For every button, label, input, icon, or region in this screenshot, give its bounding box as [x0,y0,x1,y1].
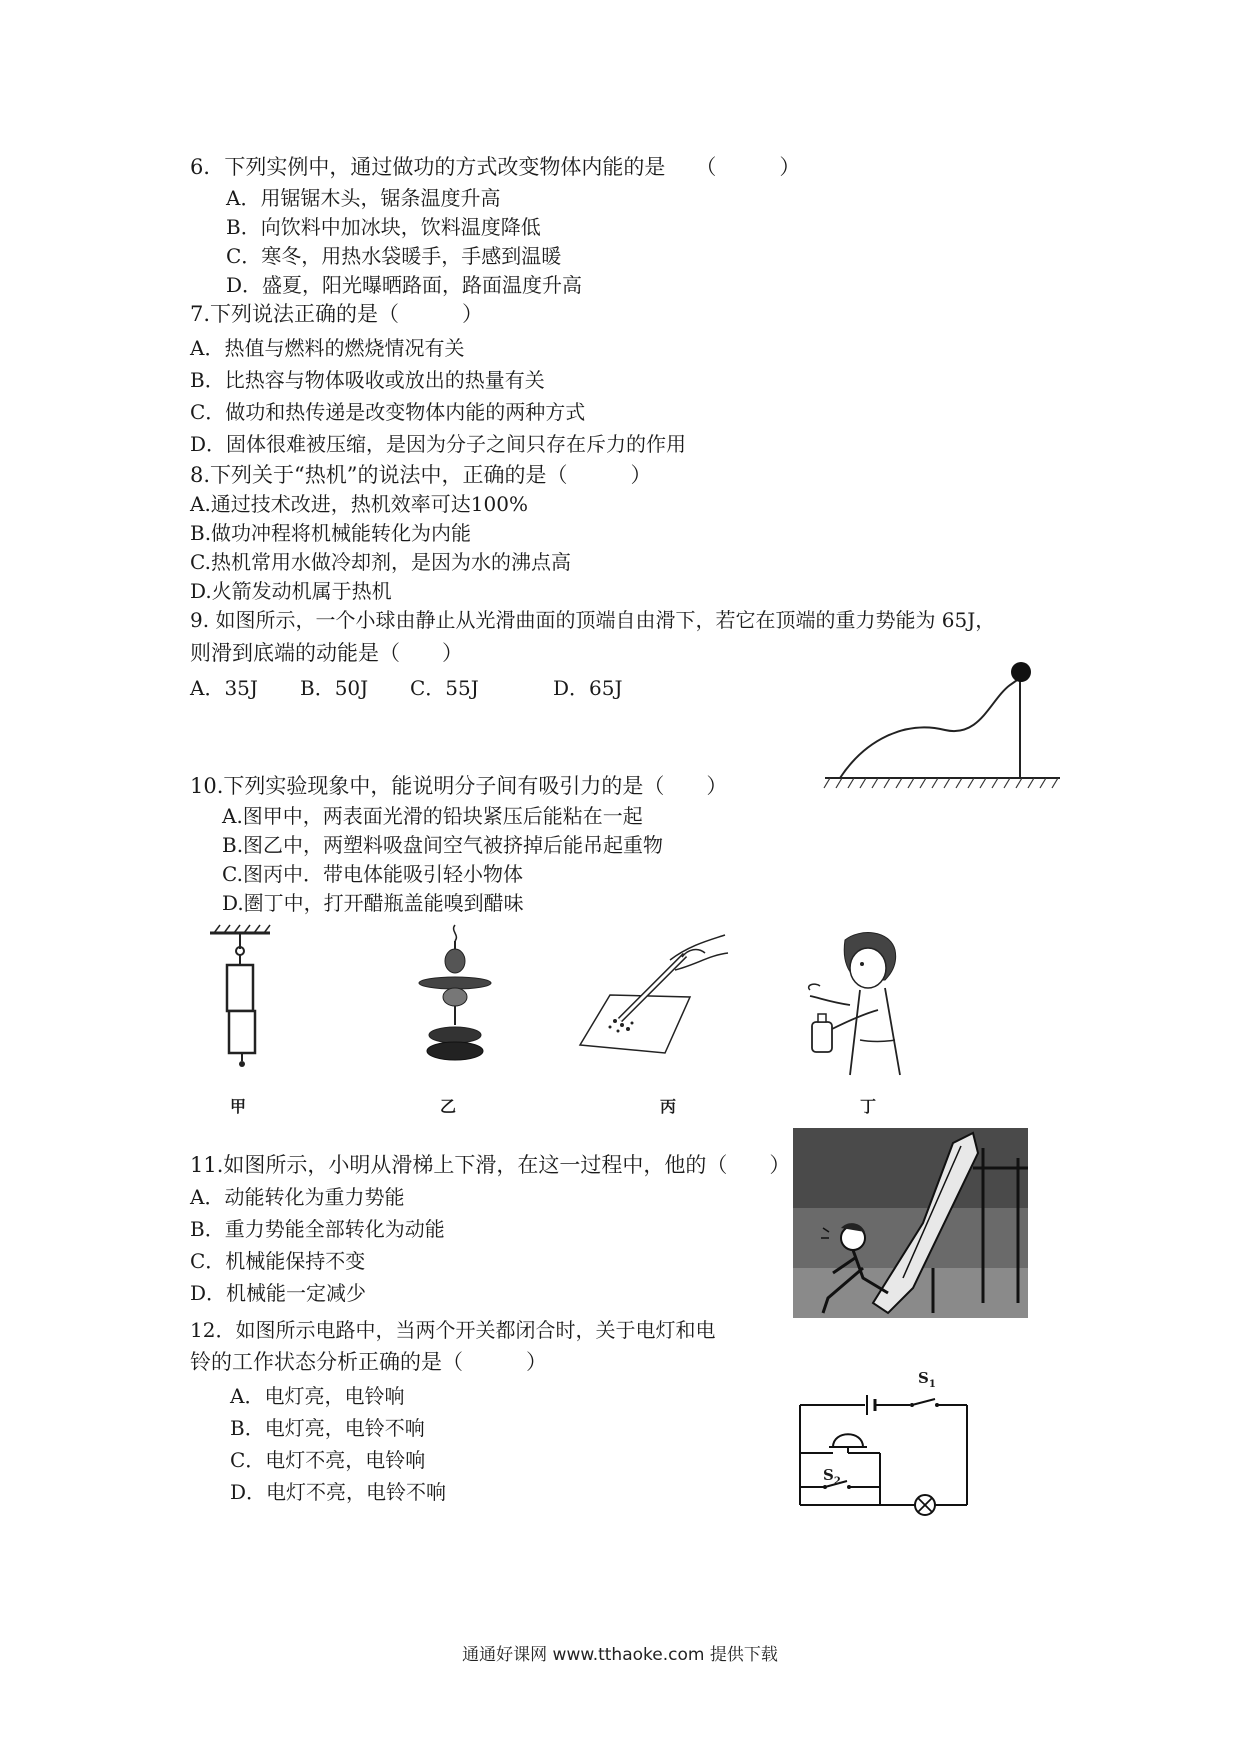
q9-option-c: C．55J [410,676,479,700]
q9-stem-line2: 则滑到底端的动能是（ ） [190,641,463,665]
q6-option-c: C．寒冬，用热水袋暖手，手感到温暖 [226,244,562,268]
q10-stem: 10.下列实验现象中，能说明分子间有吸引力的是（ ） [190,774,728,798]
page-footer: 通通好课网 www.tthaoke.com 提供下载 [462,1645,778,1665]
q8-stem: 8.下列关于“热机”的说法中，正确的是（ ） [190,463,652,487]
q12-option-b: B．电灯亮，电铃不响 [230,1416,425,1440]
ball-icon [1011,662,1031,682]
q10-figure-jia [200,925,280,1075]
q6-stem: 6．下列实例中，通过做功的方式改变物体内能的是 （ ） [190,155,801,179]
q9-curve-figure [820,660,1070,795]
q11-option-a: A．动能转化为重力势能 [190,1185,405,1209]
q7-option-d: D．固体很难被压缩，是因为分子之间只存在斥力的作用 [190,432,687,456]
q10-caption-yi: 乙 [440,1097,457,1116]
q10-figure-bing [570,935,730,1065]
q12-option-d: D．电灯不亮，电铃不响 [230,1480,447,1504]
q8-option-b: B.做功冲程将机械能转化为内能 [190,521,472,545]
q8-option-d: D.火箭发动机属于热机 [190,579,392,603]
q10-caption-jia: 甲 [230,1097,247,1116]
q11-option-d: D．机械能一定减少 [190,1281,367,1305]
q10-figure-yi [410,925,500,1075]
q8-option-c: C.热机常用水做冷却剂，是因为水的沸点高 [190,550,571,574]
q8-option-a: A.通过技术改进，热机效率可达100% [190,492,528,516]
q10-option-b: B.图乙中，两塑料吸盘间空气被挤掉后能吊起重物 [222,833,664,857]
q9-stem-line1: 9. 如图所示，一个小球由静止从光滑曲面的顶端自由滑下，若它在顶端的重力势能为 65J， [190,608,996,632]
q6-option-b: B．向饮料中加冰块，饮料温度降低 [226,215,541,239]
q9-option-a: A．35J [190,676,258,700]
q10-option-d: D.圏丁中，打开醋瓶盖能嗅到醋味 [222,891,524,915]
q9-option-d: D．65J [553,676,623,700]
q12-option-c: C．电灯不亮，电铃响 [230,1448,426,1472]
q9-option-b: B．50J [300,676,369,700]
q7-stem: 7.下列说法正确的是（ ） [190,302,484,326]
q11-slide-figure [793,1128,1028,1318]
q11-option-b: B．重力势能全部转化为动能 [190,1217,445,1241]
q12-stem-line1: 12．如图所示电路中，当两个开关都闭合时，关于电灯和电 [190,1318,716,1342]
q6-answer-paren: （ ） [695,155,801,179]
q6-option-a: A．用锯锯木头，锯条温度升高 [226,186,501,210]
switch-s2-label: $S_2$ [823,1466,841,1487]
switch-s1-icon [912,1399,935,1405]
switch-s1-label: $S_1$ [918,1369,936,1390]
q11-stem: 11.如图所示，小明从滑梯上下滑，在这一过程中，他的（ ） [190,1153,791,1177]
q7-option-b: B．比热容与物体吸收或放出的热量有关 [190,368,545,392]
q10-figure-ding [790,930,930,1080]
q10-caption-bing: 丙 [660,1097,677,1116]
q10-option-c: C.图丙中．带电体能吸引轻小物体 [222,862,523,886]
q12-option-a: A．电灯亮，电铃响 [230,1384,405,1408]
q10-option-a: A.图甲中，两表面光滑的铅块紧压后能粘在一起 [222,804,643,828]
q12-circuit-diagram [795,1375,975,1515]
q7-option-a: A．热值与燃料的燃烧情况有关 [190,336,465,360]
q10-caption-ding: 丁 [860,1097,877,1116]
q12-stem-line2: 铃的工作状态分析正确的是（ ） [190,1350,547,1374]
q7-option-c: C．做功和热传递是改变物体内能的两种方式 [190,400,586,424]
bell-icon [833,1434,863,1447]
q11-option-c: C．机械能保持不变 [190,1249,366,1273]
q6-option-d: D．盛夏，阳光曝晒路面，路面温度升高 [226,273,583,297]
